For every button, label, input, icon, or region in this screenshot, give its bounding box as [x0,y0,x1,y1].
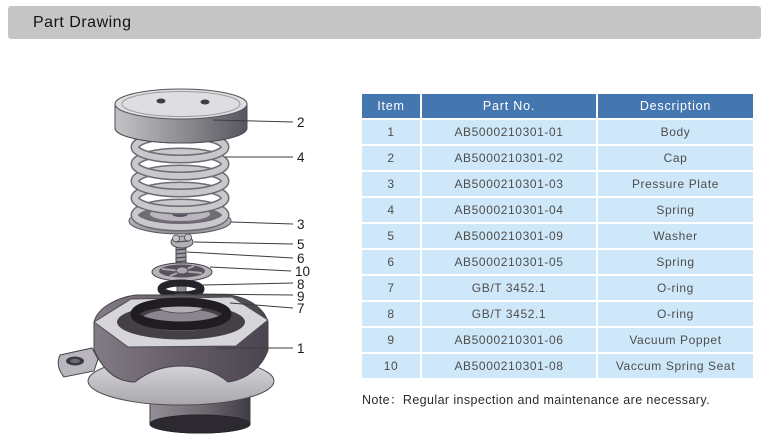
cell-description: O-ring [598,302,753,326]
table-row [362,354,753,378]
cell-description: Spring [598,250,753,274]
cell-part-no: GB/T 3452.1 [422,302,596,326]
callout-1: 1 [297,341,305,356]
cell-description: Washer [598,224,753,248]
body-part [58,295,274,433]
cell-item: 3 [362,172,420,196]
cell-description: O-ring [598,276,753,300]
cell-item: 6 [362,250,420,274]
table-row [362,224,753,248]
cell-description: Body [598,120,753,144]
callout-2: 2 [297,115,305,130]
cap-hole [157,99,166,104]
cell-part-no: GB/T 3452.1 [422,276,596,300]
callout-8: 8 [297,277,305,292]
table-header-row [362,94,753,118]
cell-part-no: AB5000210301-01 [422,120,596,144]
cap-hole [201,100,210,105]
note-text: Regular inspection and maintenance are necessary. [402,393,710,407]
col-header-part-no: Part No. [422,94,596,118]
table-row [362,250,753,274]
cell-part-no: AB5000210301-04 [422,198,596,222]
screw-part [171,234,193,264]
table-row [362,172,753,196]
note [362,390,710,408]
cell-item: 10 [362,354,420,378]
callout-9: 9 [297,289,305,304]
page-title: Part Drawing [33,13,132,31]
cell-part-no: AB5000210301-05 [422,250,596,274]
callout-6: 6 [297,251,305,266]
parts-table [360,92,755,380]
cell-part-no: AB5000210301-06 [422,328,596,352]
cell-item: 8 [362,302,420,326]
table-row [362,120,753,144]
cap-part [115,89,247,143]
cell-description: Cap [598,146,753,170]
note-label: Note： [362,393,403,407]
cell-description: Spring [598,198,753,222]
cell-item: 5 [362,224,420,248]
callout-7: 7 [297,301,305,316]
col-header-item: Item [362,94,420,118]
table-row [362,146,753,170]
col-header-description: Description [598,94,753,118]
callout-10: 10 [295,264,311,279]
cell-item: 1 [362,120,420,144]
cell-item: 2 [362,146,420,170]
callout-5: 5 [297,237,305,252]
cell-part-no: AB5000210301-08 [422,354,596,378]
cell-item: 9 [362,328,420,352]
cell-description: Pressure Plate [598,172,753,196]
cell-part-no: AB5000210301-03 [422,172,596,196]
table-row [362,328,753,352]
cell-description: Vacuum Poppet [598,328,753,352]
cell-part-no: AB5000210301-09 [422,224,596,248]
cell-item: 4 [362,198,420,222]
callout-4: 4 [297,150,305,165]
table-row [362,198,753,222]
table-row [362,302,753,326]
cell-part-no: AB5000210301-02 [422,146,596,170]
table-row [362,276,753,300]
cell-description: Vaccum Spring Seat [598,354,753,378]
cell-item: 7 [362,276,420,300]
callout-3: 3 [297,217,305,232]
spring-seat-part [152,263,212,281]
